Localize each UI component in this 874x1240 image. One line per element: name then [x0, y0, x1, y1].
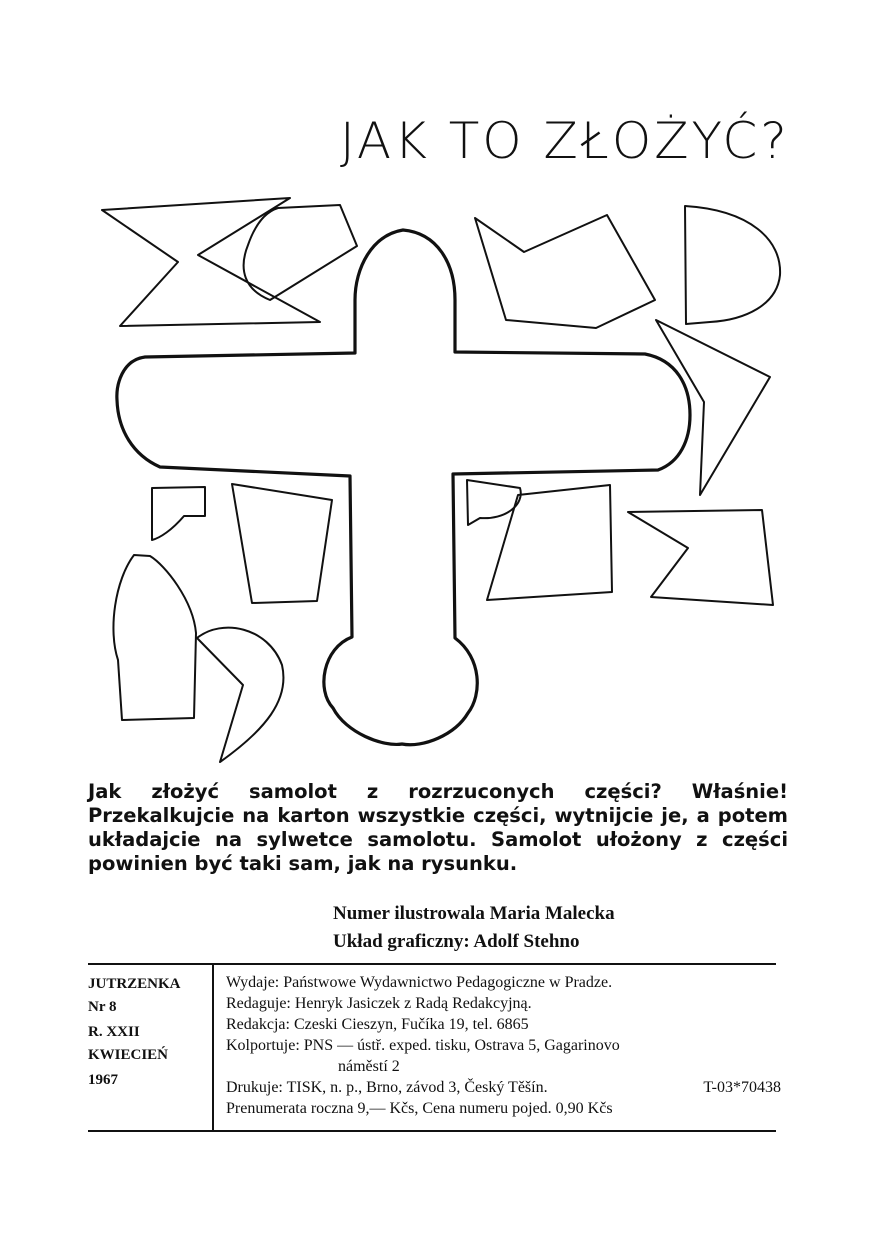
issue-info [88, 976, 210, 1089]
layout-credit: Układ graficzny: Adolf Stehno [333, 931, 580, 952]
imprint-details [226, 972, 786, 1119]
issue-number: Nr 8 [88, 999, 117, 1015]
issue-month: KWIECIEŃ [88, 1047, 169, 1063]
office-line: Redakcja: Czeski Cieszyn, Fučíka 19, tel. 6865 [226, 1016, 529, 1033]
printer-line: Drukuje: TISK, n. p., Brno, závod 3, Český Těšín. [226, 1079, 548, 1096]
magazine-name: JUTRZENKA [88, 976, 181, 992]
puzzle-piece-bowtie [102, 198, 320, 326]
subscription-line: Prenumerata roczna 9,— Kčs, Cena numeru pojed. 0,90 Kčs [226, 1100, 613, 1117]
volume-number: R. XXII [88, 1024, 140, 1040]
issue-year: 1967 [88, 1072, 118, 1088]
distribution-line-cont: náměstí 2 [338, 1058, 400, 1075]
puzzle-piece-half-round [244, 205, 357, 300]
puzzle-piece-trapezoid [232, 484, 332, 603]
puzzle-piece-wedge [656, 320, 770, 495]
column-divider [212, 965, 214, 1130]
printer-row [226, 1077, 781, 1098]
page-title: JAK TO ZŁOŻYĆ? [340, 112, 790, 170]
puzzle-piece-leaf [113, 555, 196, 720]
puzzle-piece-arrow [475, 215, 655, 328]
instructions-paragraph: Jak złożyć samolot z rozrzuconych części? Właśnie! Przekalkujcie na karton wszystkie części, wytnijcie je, a potem układajcie na sylwetce samolotu. Samolot ułożony z części powinien być taki sam, jak na rysunku. [88, 780, 788, 875]
puzzle-piece-hook [152, 487, 205, 540]
puzzle-piece-bow [628, 510, 773, 605]
publisher-line: Wydaje: Państwowe Wydawnictwo Pedagogiczne w Pradze. [226, 974, 613, 991]
puzzle-piece-curved-arrow [197, 628, 283, 762]
puzzle-piece-triangle [487, 485, 612, 600]
bottom-rule [88, 1130, 776, 1132]
puzzle-piece-small-hook [467, 480, 521, 525]
editor-line: Redaguje: Henryk Jasiczek z Radą Redakcyjną. [226, 995, 532, 1012]
distribution-line: Kolportuje: PNS — ústř. exped. tisku, Ostrava 5, Gagarinovo [226, 1037, 620, 1054]
illustrator-credit: Numer ilustrowala Maria Malecka [333, 903, 615, 924]
print-code: T-03*70438 [703, 1079, 781, 1096]
credits [333, 900, 773, 956]
top-rule [88, 963, 776, 965]
puzzle-piece-d-shape [685, 206, 780, 324]
